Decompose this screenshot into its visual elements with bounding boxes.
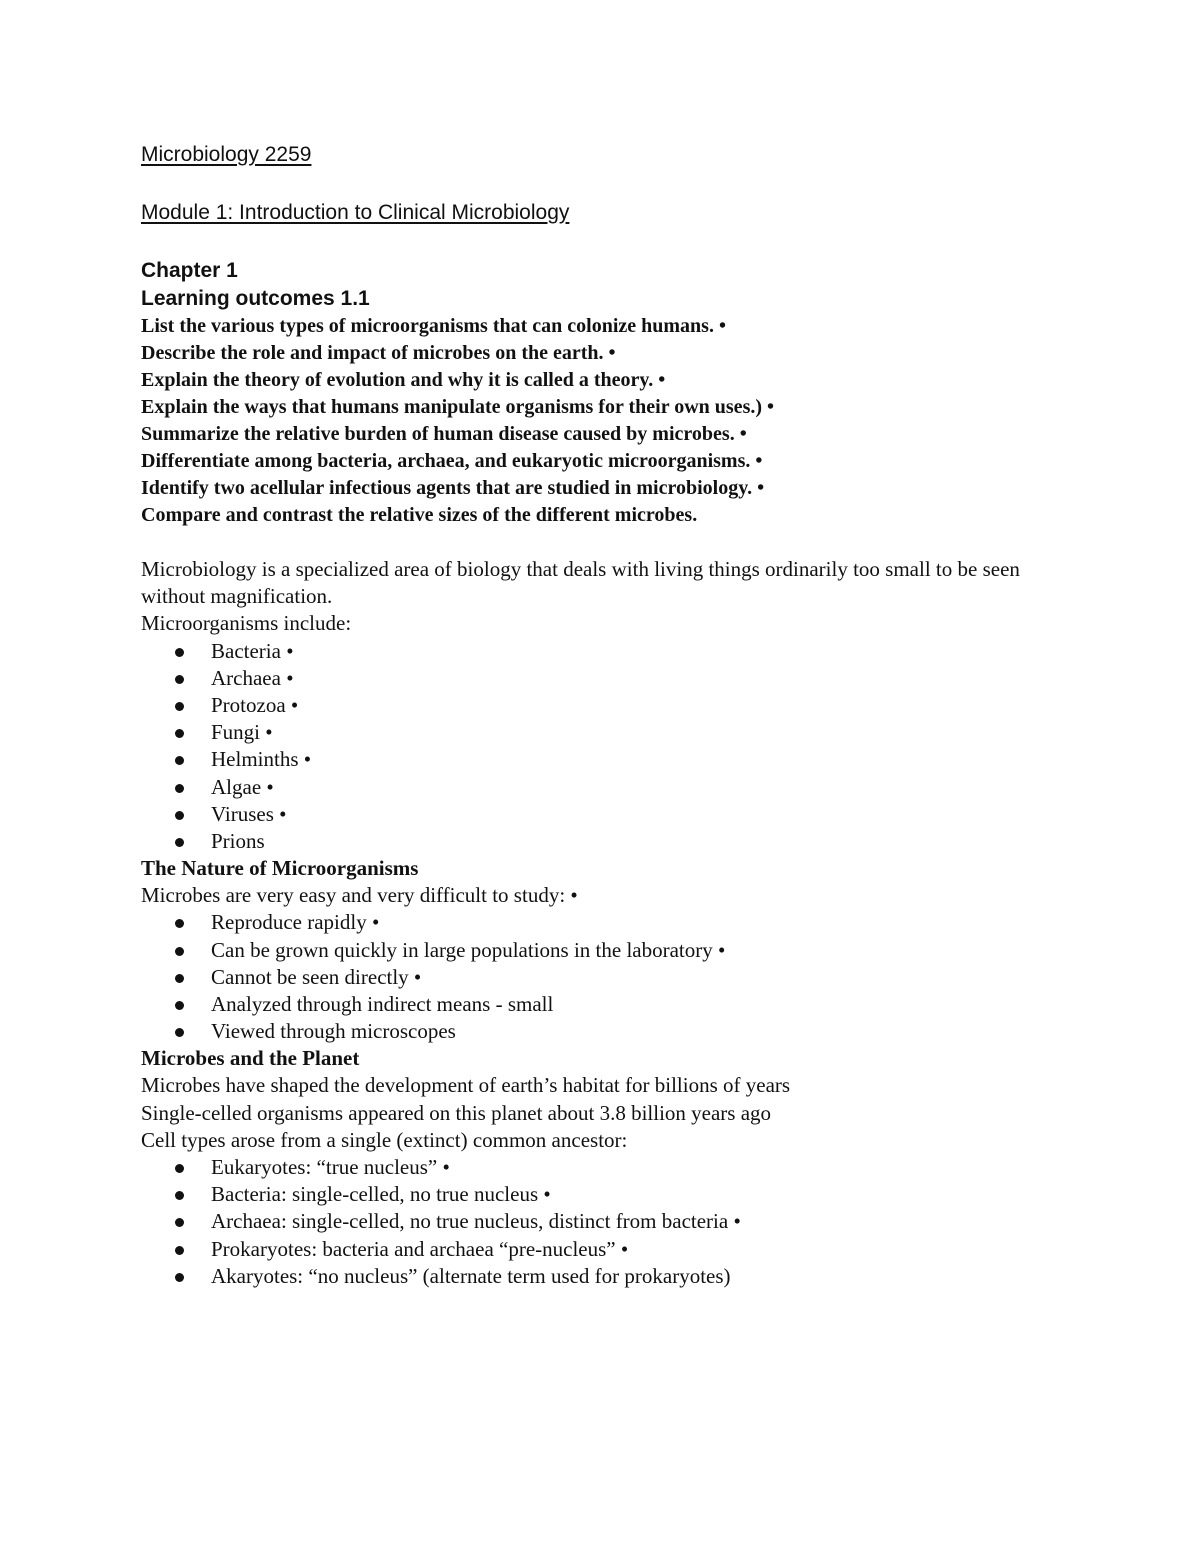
bullet-icon — [175, 675, 184, 684]
list-item-text: Algae • — [211, 774, 274, 799]
list-item-text: Fungi • — [211, 720, 273, 745]
list-item — [141, 1208, 1081, 1235]
bullet-icon — [175, 1273, 184, 1282]
list-item-text: Eukaryotes: “true nucleus” • — [211, 1155, 450, 1180]
list-item-text: Viruses • — [211, 801, 287, 826]
list-item — [141, 774, 1081, 801]
list-item-text: Archaea • — [211, 665, 294, 690]
learning-outcome: Compare and contrast the relative sizes of the different microbes. — [141, 504, 698, 526]
planet-line: Single-celled organisms appeared on this planet about 3.8 billion years ago — [141, 1100, 772, 1125]
learning-outcome: Describe the role and impact of microbes on the earth. • — [141, 342, 616, 364]
section-title-planet: Microbes and the Planet — [141, 1046, 360, 1071]
bullet-icon — [175, 1191, 184, 1200]
learning-outcome: Identify two acellular infectious agents that are studied in microbiology. • — [141, 477, 765, 499]
list-item — [141, 1154, 1081, 1181]
list-item-text: Can be grown quickly in large populations in the laboratory • — [211, 937, 726, 962]
list-item-text: Archaea: single-celled, no true nucleus, distinct from bacteria • — [211, 1209, 741, 1234]
list-item-text: Prions — [211, 829, 265, 854]
bullet-icon — [175, 811, 184, 820]
microorganisms-list — [141, 638, 1081, 856]
list-item-text: Akaryotes: “no nucleus” (alternate term used for prokaryotes) — [211, 1263, 731, 1288]
bullet-icon — [175, 1218, 184, 1227]
course-title: Microbiology 2259 — [141, 143, 312, 166]
module-title: Module 1: Introduction to Clinical Microbiology — [141, 201, 570, 224]
list-item — [141, 828, 1081, 855]
bullet-icon — [175, 784, 184, 793]
list-item — [141, 937, 1081, 964]
list-item — [141, 801, 1081, 828]
document-page — [141, 140, 1081, 1290]
learning-outcome: Explain the ways that humans manipulate organisms for their own uses.) • — [141, 396, 775, 418]
list-item — [141, 719, 1081, 746]
list-item-text: Bacteria: single-celled, no true nucleus • — [211, 1182, 551, 1207]
nature-intro: Microbes are very easy and very difficult to study: • — [141, 883, 578, 908]
list-item-text: Viewed through microscopes — [211, 1019, 456, 1044]
list-item-text: Reproduce rapidly • — [211, 910, 380, 935]
bullet-icon — [175, 756, 184, 765]
bullet-icon — [175, 974, 184, 983]
bullet-icon — [175, 729, 184, 738]
list-item — [141, 991, 1081, 1018]
list-item — [141, 1181, 1081, 1208]
list-item-text: Cannot be seen directly • — [211, 964, 422, 989]
list-item-text: Protozoa • — [211, 693, 299, 718]
planet-line: Microbes have shaped the development of earth’s habitat for billions of years — [141, 1073, 791, 1098]
learning-outcome: Explain the theory of evolution and why it is called a theory. • — [141, 369, 666, 391]
bullet-icon — [175, 648, 184, 657]
bullet-icon — [175, 1001, 184, 1010]
list-item-text: Helminths • — [211, 747, 312, 772]
learning-outcomes-title: Learning outcomes 1.1 — [141, 287, 370, 310]
list-item-text: Bacteria • — [211, 638, 294, 663]
bullet-icon — [175, 1246, 184, 1255]
bullet-icon — [175, 1164, 184, 1173]
nature-list — [141, 909, 1081, 1045]
bullet-icon — [175, 947, 184, 956]
section-title-nature: The Nature of Microorganisms — [141, 856, 419, 881]
bullet-icon — [175, 919, 184, 928]
microorganisms-list-intro: Microorganisms include: — [141, 611, 352, 636]
list-item-text: Prokaryotes: bacteria and archaea “pre-nucleus” • — [211, 1236, 629, 1261]
cell-types-list — [141, 1154, 1081, 1290]
learning-outcome: Differentiate among bacteria, archaea, and eukaryotic microorganisms. • — [141, 450, 763, 472]
list-item — [141, 638, 1081, 665]
list-item-text: Analyzed through indirect means - small — [211, 992, 554, 1017]
microbiology-definition: Microbiology is a specialized area of biology that deals with living things ordinarily too small to be seen without magnification. — [141, 557, 1020, 609]
list-item — [141, 1236, 1081, 1263]
learning-outcomes-list — [141, 313, 1081, 529]
bullet-icon — [175, 838, 184, 847]
list-item — [141, 1018, 1081, 1045]
chapter-heading: Chapter 1 — [141, 259, 238, 282]
bullet-icon — [175, 702, 184, 711]
list-item — [141, 1263, 1081, 1290]
list-item — [141, 692, 1081, 719]
bullet-icon — [175, 1028, 184, 1037]
learning-outcome: Summarize the relative burden of human disease caused by microbes. • — [141, 423, 747, 445]
list-item — [141, 665, 1081, 692]
learning-outcome: List the various types of microorganisms that can colonize humans. • — [141, 315, 726, 337]
list-item — [141, 964, 1081, 991]
planet-line: Cell types arose from a single (extinct) common ancestor: — [141, 1127, 628, 1152]
list-item — [141, 909, 1081, 936]
list-item — [141, 746, 1081, 773]
